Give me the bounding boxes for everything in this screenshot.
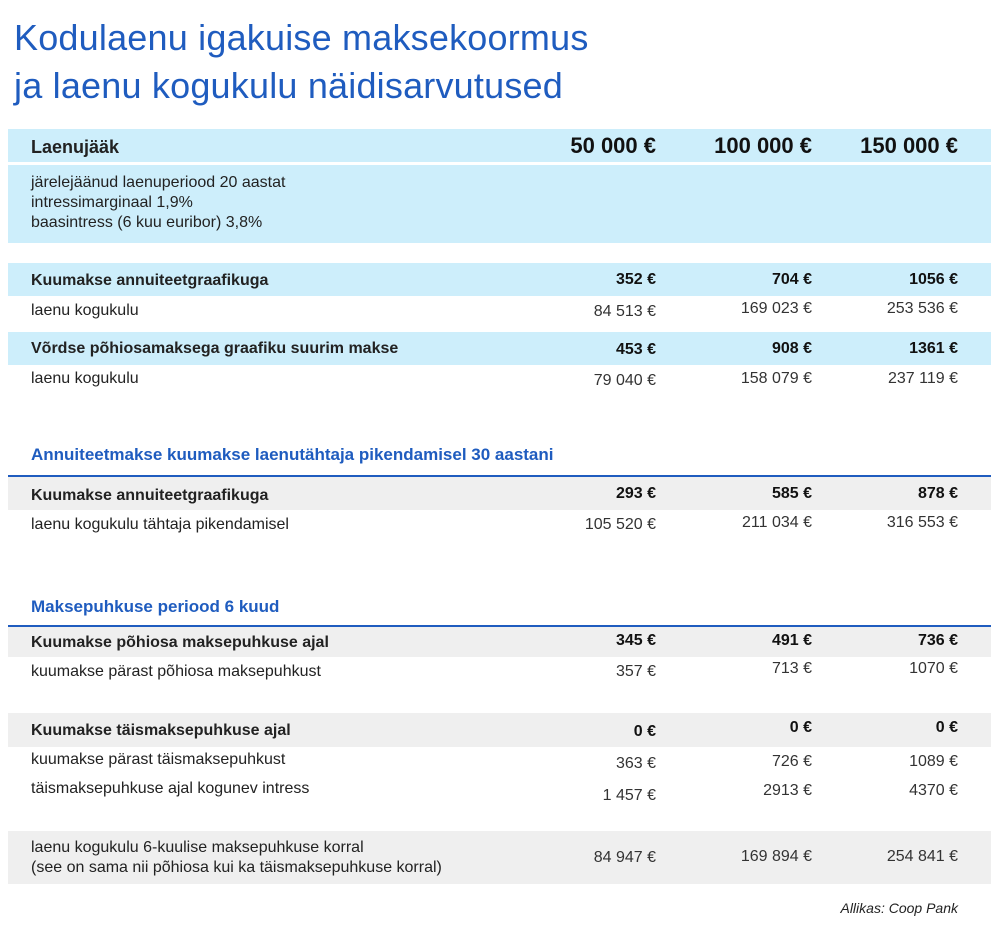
accrued-interest-value-3: 4370 € <box>909 782 958 799</box>
extend-annuity-value-3: 878 € <box>917 485 958 502</box>
extend-total-value-3: 316 553 € <box>886 514 958 531</box>
header-value-100k: 100 000 € <box>714 133 812 158</box>
equal-label: Võrdse põhiosamaksega graafiku suurim makse <box>31 340 399 357</box>
holiday-full-label: Kuumakse täismaksepuhkuse ajal <box>31 722 291 739</box>
conditions-list <box>31 173 285 233</box>
accrued-interest-value-2: 2913 € <box>763 782 812 799</box>
condition-margin: intressimarginaal 1,9% <box>31 194 193 211</box>
annuity-total-value-2: 169 023 € <box>740 300 812 317</box>
equal-total-value-2: 158 079 € <box>740 370 812 387</box>
section-extend-title: Annuiteetmakse kuumakse laenutähtaja pikendamisel 30 aastani <box>31 445 554 464</box>
condition-period: järelejäänud laenuperiood 20 aastat <box>31 174 286 191</box>
equal-total-value-3: 237 119 € <box>888 370 958 387</box>
extend-total-value-1: 105 520 € <box>584 516 656 533</box>
holiday-principal-value-1: 345 € <box>615 632 656 649</box>
holiday-full-value-2: 0 € <box>789 719 812 736</box>
holiday-total-label-line2: (see on sama nii põhiosa kui ka täismaksepuhkuse korral) <box>31 859 442 876</box>
annuity-value-2: 704 € <box>771 271 812 288</box>
holiday-principal-value-2: 491 € <box>771 632 812 649</box>
section-holiday-title: Maksepuhkuse periood 6 kuud <box>31 597 280 616</box>
header-value-50k: 50 000 € <box>570 133 656 158</box>
header-band <box>8 129 991 162</box>
holiday-full-value-3: 0 € <box>935 719 958 736</box>
holiday-total-value-3: 254 841 € <box>886 848 958 865</box>
source-note: Allikas: Coop Pank <box>840 900 958 916</box>
annuity-value-3: 1056 € <box>909 271 958 288</box>
extend-annuity-value-1: 293 € <box>615 485 656 502</box>
after-principal-value-1: 357 € <box>615 663 656 680</box>
extend-annuity-value-2: 585 € <box>771 485 812 502</box>
equal-value-1: 453 € <box>615 341 656 358</box>
after-full-value-1: 363 € <box>615 755 656 772</box>
holiday-principal-value-3: 736 € <box>917 632 958 649</box>
holiday-full-value-1: 0 € <box>633 723 656 740</box>
equal-value-3: 1361 € <box>909 340 958 357</box>
equal-value-2: 908 € <box>771 340 812 357</box>
title-line-2: ja laenu kogukulu näidisarvutused <box>14 65 563 106</box>
after-full-label: kuumakse pärast täismaksepuhkust <box>31 751 286 768</box>
after-full-value-3: 1089 € <box>909 753 958 770</box>
extend-total-label: laenu kogukulu tähtaja pikendamisel <box>31 516 289 533</box>
holiday-principal-label: Kuumakse põhiosa maksepuhkuse ajal <box>31 634 329 651</box>
holiday-total-value-1: 84 947 € <box>593 849 656 866</box>
extend-annuity-label: Kuumakse annuiteetgraafikuga <box>31 487 269 504</box>
title-line-1: Kodulaenu igakuise maksekoormus <box>14 17 589 58</box>
extend-total-value-2: 211 034 € <box>742 514 812 531</box>
after-principal-value-2: 713 € <box>771 660 812 677</box>
after-principal-value-3: 1070 € <box>909 660 958 677</box>
accrued-interest-value-1: 1 457 € <box>602 787 656 804</box>
after-full-value-2: 726 € <box>771 753 812 770</box>
annuity-total-value-1: 84 513 € <box>593 303 656 320</box>
annuity-total-label: laenu kogukulu <box>31 302 139 319</box>
condition-base-rate: baasintress (6 kuu euribor) 3,8% <box>31 214 263 231</box>
accrued-interest-label: täismaksepuhkuse ajal kogunev intress <box>31 780 310 797</box>
header-label: Laenujääk <box>31 137 120 157</box>
header-value-150k: 150 000 € <box>860 133 958 158</box>
holiday-total-value-2: 169 894 € <box>740 848 812 865</box>
after-principal-label: kuumakse pärast põhiosa maksepuhkust <box>31 663 321 680</box>
equal-total-label: laenu kogukulu <box>31 370 139 387</box>
equal-total-value-1: 79 040 € <box>593 372 656 389</box>
holiday-total-label-line1: laenu kogukulu 6-kuulise maksepuhkuse korral <box>31 839 364 856</box>
annuity-label: Kuumakse annuiteetgraafikuga <box>31 272 269 289</box>
annuity-total-value-3: 253 536 € <box>886 300 958 317</box>
page-title <box>14 14 589 110</box>
holiday-total-label <box>31 838 442 878</box>
annuity-value-1: 352 € <box>615 271 656 288</box>
